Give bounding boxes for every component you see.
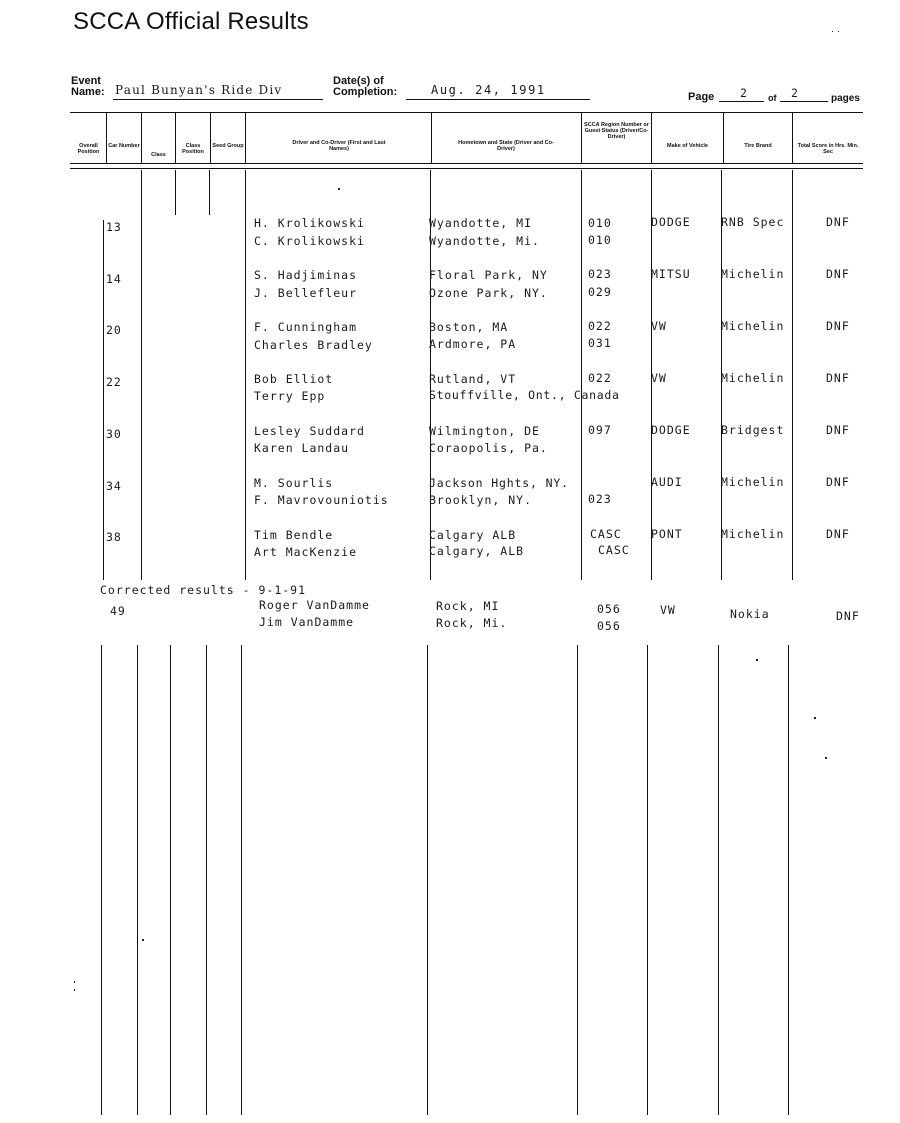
scan-speck: [838, 31, 839, 32]
date-value: Aug. 24, 1991: [431, 83, 546, 97]
event-name-value: Paul Bunyan's Ride Div: [115, 83, 283, 97]
driver-hometown: Boston, MA: [429, 320, 509, 334]
body-divider: [647, 645, 648, 1115]
body-divider: [170, 645, 171, 1115]
body-divider: [577, 645, 578, 1115]
corrected-results-note: Corrected results - 9-1-91: [100, 583, 307, 597]
table-header-rule-2: [70, 168, 863, 169]
tire-brand: Michelin: [721, 527, 785, 541]
scan-speck: [74, 989, 75, 991]
co-driver-name: Karen Landau: [254, 441, 350, 455]
co-driver-name: Charles Bradley: [254, 338, 373, 352]
date-underline: [406, 99, 590, 100]
event-label-line1: Event: [71, 75, 101, 87]
tire-brand: Nokia: [730, 607, 770, 621]
vehicle-make: DODGE: [651, 215, 691, 229]
co-driver-hometown: Wyandotte, Mi.: [429, 234, 540, 248]
vehicle-make: VW: [660, 603, 676, 617]
car-number: 14: [106, 272, 122, 286]
page-number-underline: [719, 101, 764, 102]
driver-hometown: Calgary ALB: [429, 528, 517, 542]
scan-speck: [832, 31, 833, 32]
tire-brand: Michelin: [721, 371, 785, 385]
date-label-line2: Completion:: [333, 86, 398, 98]
hdr-divider: [106, 113, 107, 164]
hdr-divider: [651, 113, 652, 164]
col-header-class-position: Class Position: [182, 143, 204, 155]
hdr-divider: [792, 113, 793, 164]
co-driver-name: F. Mavrovouniotis: [254, 493, 389, 507]
tire-brand: Michelin: [721, 319, 785, 333]
scan-speck: [142, 939, 144, 941]
driver-hometown: Floral Park, NY: [429, 268, 548, 282]
driver-name: F. Cunningham: [254, 320, 358, 334]
co-driver-hometown: Brooklyn, NY.: [429, 493, 533, 507]
total-score: DNF: [826, 319, 850, 333]
co-driver-hometown: Stouffville, Ont., Canada: [429, 388, 620, 402]
driver-name: Tim Bendle: [254, 528, 334, 542]
co-driver-name: Jim VanDamme: [259, 615, 355, 629]
co-driver-hometown: Coraopolis, Pa.: [429, 441, 548, 455]
driver-region: 022: [588, 371, 612, 385]
co-driver-hometown: Calgary, ALB: [429, 544, 525, 558]
co-driver-region: 031: [588, 336, 612, 350]
driver-hometown: Jackson Hghts, NY.: [429, 476, 569, 490]
co-driver-region: 010: [588, 233, 612, 247]
co-driver-name: C. Krolikowski: [254, 234, 365, 248]
tire-brand: Michelin: [721, 475, 785, 489]
table-row: [0, 215, 900, 255]
driver-name: Bob Elliot: [254, 372, 334, 386]
scan-speck: [338, 188, 340, 190]
hdr-divider: [210, 113, 211, 164]
total-score: DNF: [826, 267, 850, 281]
co-driver-hometown: Ardmore, PA: [429, 337, 517, 351]
driver-region: 010: [588, 216, 612, 230]
table-row: [0, 371, 900, 411]
driver-region: 056: [597, 602, 621, 616]
co-driver-region: CASC: [598, 543, 630, 557]
col-header-driver: Driver and Co-Driver (First and Last Names): [292, 140, 386, 152]
driver-hometown: Wilmington, DE: [429, 424, 540, 438]
col-header-region: SCCA Region Number or Guest Status (Driver/Co-Driver): [584, 122, 649, 140]
driver-name: Roger VanDamme: [259, 598, 370, 612]
driver-region: 023: [588, 267, 612, 281]
driver-hometown: Rutland, VT: [429, 372, 517, 386]
of-label: of: [768, 93, 777, 103]
table-row: [0, 598, 900, 638]
vehicle-make: PONT: [651, 527, 683, 541]
car-number: 20: [106, 323, 122, 337]
body-divider: [101, 645, 102, 1115]
total-score: DNF: [826, 215, 850, 229]
date-label-line1: Date(s) of: [333, 75, 384, 87]
driver-hometown: Rock, MI: [436, 599, 500, 613]
table-row: [0, 527, 900, 567]
hdr-divider: [245, 113, 246, 164]
tire-brand: Michelin: [721, 267, 785, 281]
driver-name: H. Krolikowski: [254, 216, 365, 230]
body-divider: [241, 645, 242, 1115]
scan-speck: [825, 757, 827, 759]
page-label: Page: [688, 91, 715, 103]
driver-region: 022: [588, 319, 612, 333]
body-divider: [788, 645, 789, 1115]
table-row: [0, 475, 900, 515]
co-driver-hometown: Ozone Park, NY.: [429, 286, 548, 300]
vehicle-make: MITSU: [651, 267, 691, 281]
body-divider: [137, 645, 138, 1115]
driver-hometown: Wyandotte, MI: [429, 216, 533, 230]
co-driver-name: Terry Epp: [254, 389, 326, 403]
total-score: DNF: [826, 371, 850, 385]
driver-name: Lesley Suddard: [254, 424, 365, 438]
driver-region: 097: [588, 423, 612, 437]
page-number: 2: [740, 86, 748, 100]
driver-name: S. Hadjiminas: [254, 268, 358, 282]
co-driver-region: 029: [588, 285, 612, 299]
col-header-class: Class: [151, 152, 166, 158]
col-header-total-score: Total Score in Hrs. Min. Sec: [797, 143, 859, 155]
car-number: 49: [110, 604, 126, 618]
driver-name: M. Sourlis: [254, 476, 334, 490]
col-header-seed-group: Seed Group: [212, 143, 244, 149]
page-title: SCCA Official Results: [73, 8, 309, 35]
co-driver-hometown: Rock, Mi.: [436, 616, 508, 630]
vehicle-make: AUDI: [651, 475, 683, 489]
table-top-rule: [70, 112, 863, 113]
event-label-line2: Name:: [71, 86, 105, 98]
hdr-divider: [175, 113, 176, 164]
pages-label: pages: [831, 93, 860, 104]
event-name-underline: [113, 99, 323, 100]
co-driver-name: J. Bellefleur: [254, 286, 358, 300]
page-total-underline: [780, 101, 828, 102]
car-number: 30: [106, 427, 122, 441]
table-row: [0, 267, 900, 307]
car-number: 34: [106, 479, 122, 493]
total-score: DNF: [826, 527, 850, 541]
event-name-label: [71, 76, 105, 98]
car-number: 13: [106, 220, 122, 234]
vehicle-make: VW: [651, 319, 667, 333]
body-divider: [427, 645, 428, 1115]
col-header-tire: Tire Brand: [744, 143, 772, 149]
scan-speck: [814, 717, 816, 719]
car-number: 38: [106, 530, 122, 544]
total-score: DNF: [826, 423, 850, 437]
body-divider-stub: [175, 170, 176, 215]
col-header-car: Car Number: [108, 143, 140, 149]
co-driver-name: Art MacKenzie: [254, 545, 358, 559]
table-row: [0, 423, 900, 463]
vehicle-make: DODGE: [651, 423, 691, 437]
hdr-divider: [431, 113, 432, 164]
body-divider-stub: [209, 170, 210, 215]
co-driver-region: 023: [588, 492, 612, 506]
driver-region: CASC: [590, 527, 622, 541]
scan-speck: [74, 981, 75, 983]
hdr-divider: [723, 113, 724, 164]
total-score: DNF: [826, 475, 850, 489]
col-header-overall: Overall Position: [77, 143, 100, 155]
tire-brand: RNB Spec: [721, 215, 785, 229]
scan-speck: [756, 659, 758, 661]
total-score: DNF: [836, 609, 860, 623]
table-row: [0, 319, 900, 359]
body-divider: [718, 645, 719, 1115]
col-header-make: Make of Vehicle: [667, 143, 708, 149]
body-divider: [206, 645, 207, 1115]
car-number: 22: [106, 375, 122, 389]
vehicle-make: VW: [651, 371, 667, 385]
co-driver-region: 056: [597, 619, 621, 633]
table-header-rule-1: [70, 163, 863, 164]
page-total: 2: [791, 86, 799, 100]
date-label: [333, 76, 397, 98]
tire-brand: Bridgest: [721, 423, 785, 437]
col-header-hometown: Hometown and State (Driver and Co-Driver): [458, 140, 554, 152]
